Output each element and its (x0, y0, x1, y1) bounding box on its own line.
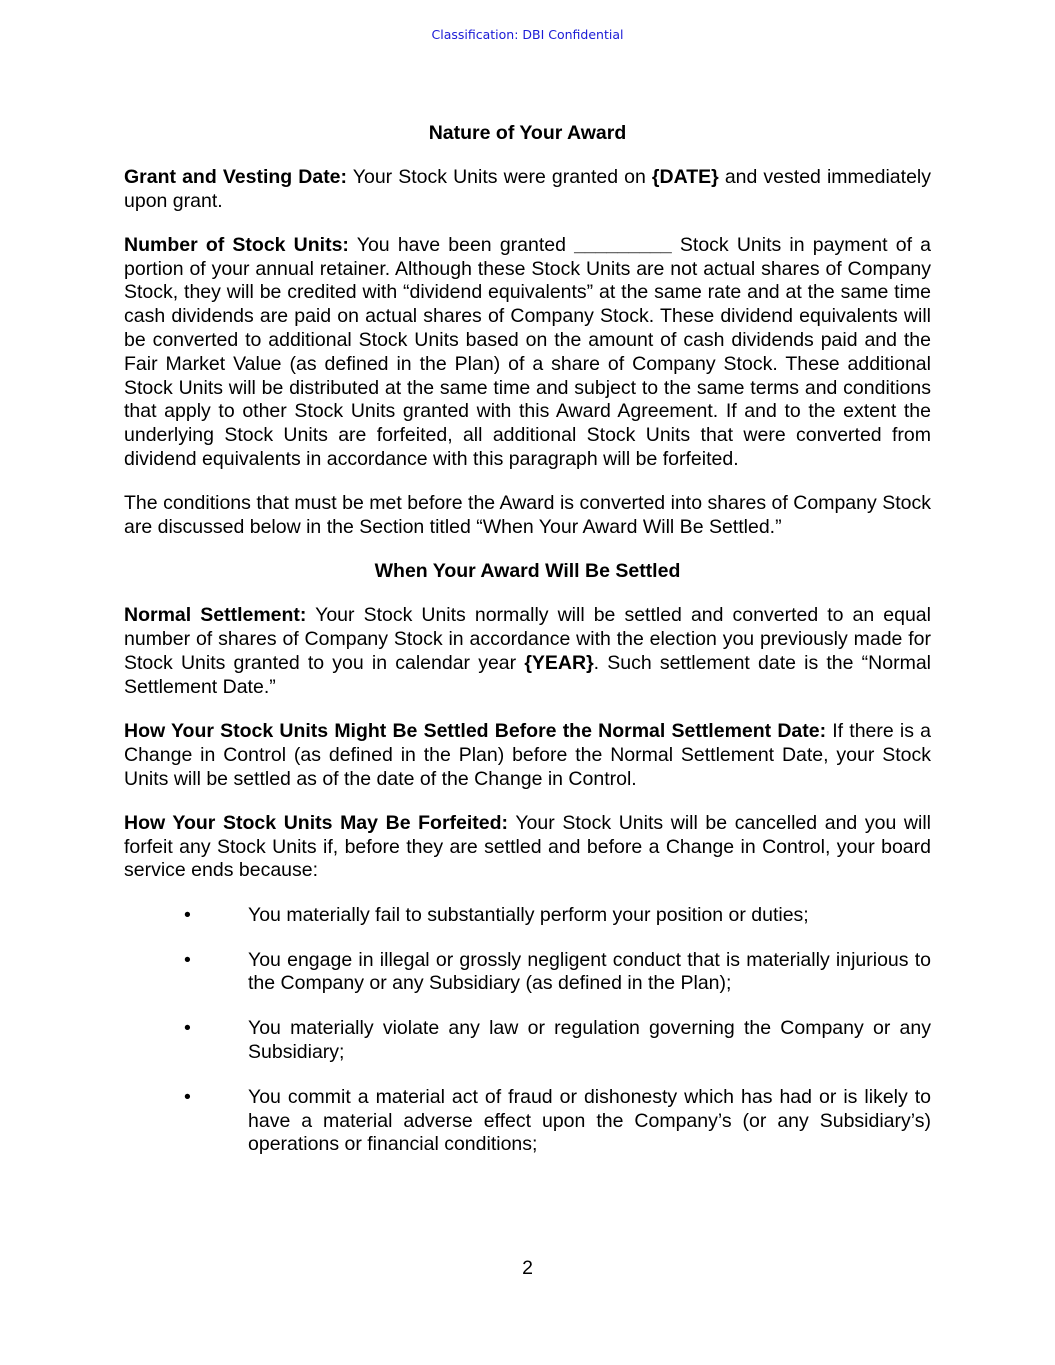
normal-settlement-label: Normal Settlement: (124, 604, 307, 627)
year-placeholder: {YEAR} (524, 651, 594, 674)
conditions-paragraph: The conditions that must be met before the Award is converted into shares of Company Stock are discussed below in the Section titled “When Your Award Will Be Settled.” (124, 492, 931, 539)
normal-text-before: Your Stock Units normally will be settled and converted to an equal number of shares of Company Stock in accordance with the election you previously made for Stock Units granted to you in calendar year (124, 604, 931, 674)
list-item-text: You materially violate any law or regulation governing the Company or any Subsidiary; (248, 1017, 931, 1063)
early-settlement-label: How Your Stock Units Might Be Settled Before the Normal Settlement Date: (124, 719, 827, 742)
forfeiture-paragraph (124, 812, 931, 883)
section-title-when-settled: When Your Award Will Be Settled (374, 560, 681, 583)
date-placeholder: {DATE} (651, 165, 719, 188)
bullet-icon: • (184, 1085, 191, 1108)
list-item (124, 904, 931, 928)
early-settlement-text: If there is a Change in Control (as defined in the Plan) before the Normal Settlement Date, your Stock Units will be settled as of the date of the Change in Control. (124, 719, 931, 790)
classification-label: Classification: DBI Confidential (431, 27, 624, 42)
early-settlement-paragraph (124, 720, 931, 791)
page-number: 2 (522, 1257, 533, 1279)
list-item-text: You materially fail to substantially perform your position or duties; (248, 903, 809, 926)
list-item-text: You engage in illegal or grossly negligent conduct that is materially injurious to the Company or any Subsidiary (as defined in the Plan); (248, 948, 931, 995)
bullet-icon: • (184, 903, 191, 926)
number-text-after: Stock Units in payment of a portion of your annual retainer. Although these Stock Units are not actual shares of Company Stock, they will be credited with “dividend equivalents” at the same rate and at the same time cash dividends are paid on actual shares of Company Stock. These dividend equivalents will be converted to additional Stock Units based on the amount of cash dividends paid and the Fair Market Value (as defined in the Plan) of a share of Company Stock. These additional Stock Units will be distributed at the same time and subject to the same terms and conditions that apply to other Stock Units granted with this Award Agreement. If and to the extent the underlying Stock Units are forfeited, all additional Stock Units that were converted from dividend equivalents in accordance with this paragraph will be forfeited. (124, 233, 931, 471)
number-of-units-label: Number of Stock Units: (124, 233, 349, 256)
grant-text-before: Your Stock Units were granted on (347, 165, 652, 188)
normal-text-after: . Such settlement date is the “Normal Settlement Date.” (124, 651, 931, 698)
forfeiture-reasons-list (124, 904, 931, 1157)
normal-settlement-paragraph (124, 604, 931, 699)
bullet-icon: • (184, 948, 191, 971)
number-of-units-paragraph (124, 234, 931, 472)
number-text-before: You have been granted (348, 233, 575, 256)
list-item (124, 1086, 931, 1157)
grant-vesting-label: Grant and Vesting Date: (124, 165, 348, 188)
bullet-icon: • (184, 1017, 191, 1040)
units-blank-field: _________ (574, 233, 672, 256)
grant-text-after: and vested immediately upon grant. (124, 165, 931, 212)
list-item (124, 949, 931, 997)
grant-vesting-paragraph (124, 166, 931, 214)
section-title-nature-of-award: Nature of Your Award (428, 122, 627, 144)
document-body (124, 122, 931, 1178)
forfeiture-label: How Your Stock Units May Be Forfeited: (124, 811, 509, 834)
list-item-text: You commit a material act of fraud or dishonesty which has had or is likely to have a material adverse effect upon the Company’s (or any Subsidiary’s) operations or financial conditions; (248, 1085, 931, 1156)
forfeiture-text: Your Stock Units will be cancelled and you will forfeit any Stock Units if, before they are settled and before a Change in Control, your board service ends because: (124, 811, 931, 882)
list-item (124, 1017, 931, 1065)
